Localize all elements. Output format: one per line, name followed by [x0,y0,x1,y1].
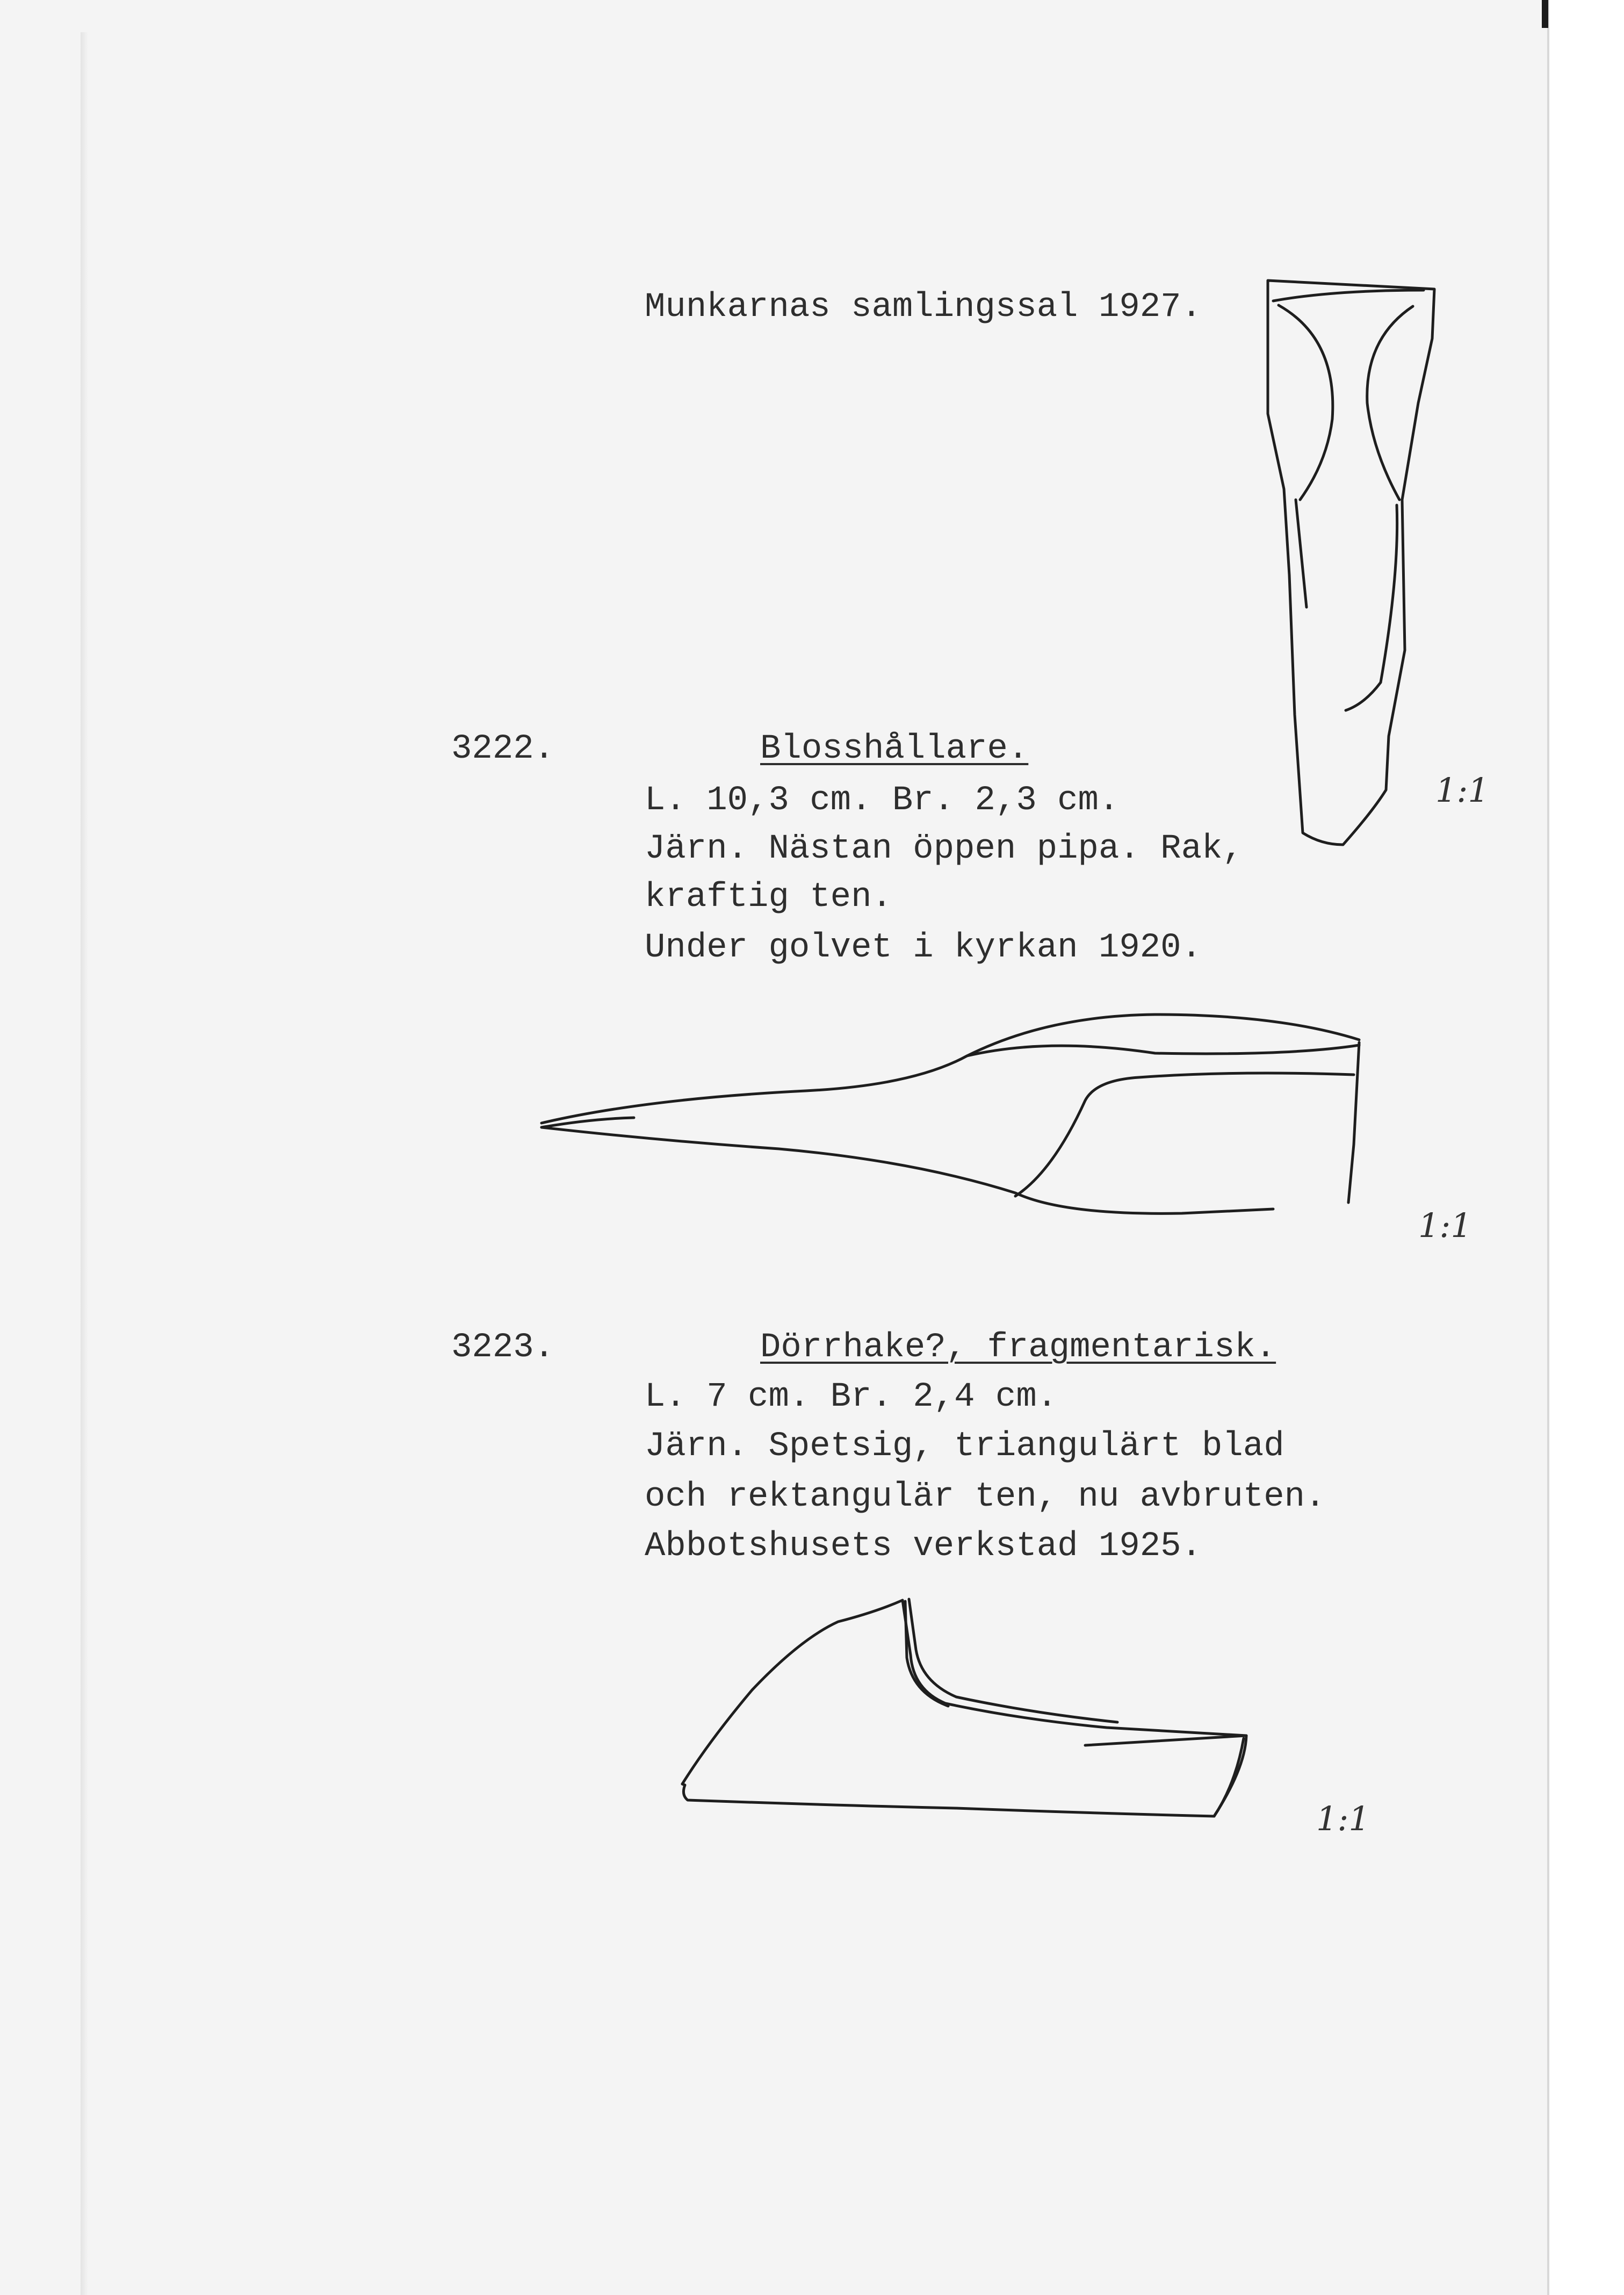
corner-mark [1542,0,1548,28]
entry-3222-title: Blosshållare. [760,730,1029,768]
entry-3223-line-2: Järn. Spetsig, triangulärt blad [645,1427,1284,1466]
entry-3222-line-1: L. 10,3 cm. Br. 2,3 cm. [645,781,1120,820]
torch-holder-top-drawing [1257,274,1440,854]
torch-holder-side-drawing [537,1005,1375,1220]
entry-3223-number: 3223. [451,1328,555,1367]
entry-3223-line-4: Abbotshusets verkstad 1925. [645,1527,1202,1566]
page-left-edge [81,32,88,2295]
scale-mark-door-hook: 1:1 [1316,1799,1370,1838]
entry-3223-title: Dörrhake?, fragmentarisk. [760,1328,1276,1367]
page-heading: Munkarnas samlingssal 1927. [645,288,1202,327]
entry-3223-line-1: L. 7 cm. Br. 2,4 cm. [645,1378,1058,1416]
scale-mark-top-view: 1:1 [1435,771,1489,810]
door-hook-drawing [677,1591,1257,1827]
page-right-margin [1547,0,1624,2295]
entry-3222-line-3: kraftig ten. [645,878,892,917]
entry-3222-line-2: Järn. Nästan öppen pipa. Rak, [645,830,1243,868]
scale-mark-side-view: 1:1 [1418,1206,1472,1245]
entry-3222-line-4: Under golvet i kyrkan 1920. [645,929,1202,967]
entry-3223-line-3: och rektangulär ten, nu avbruten. [645,1478,1326,1516]
entry-3222-number: 3222. [451,730,555,768]
